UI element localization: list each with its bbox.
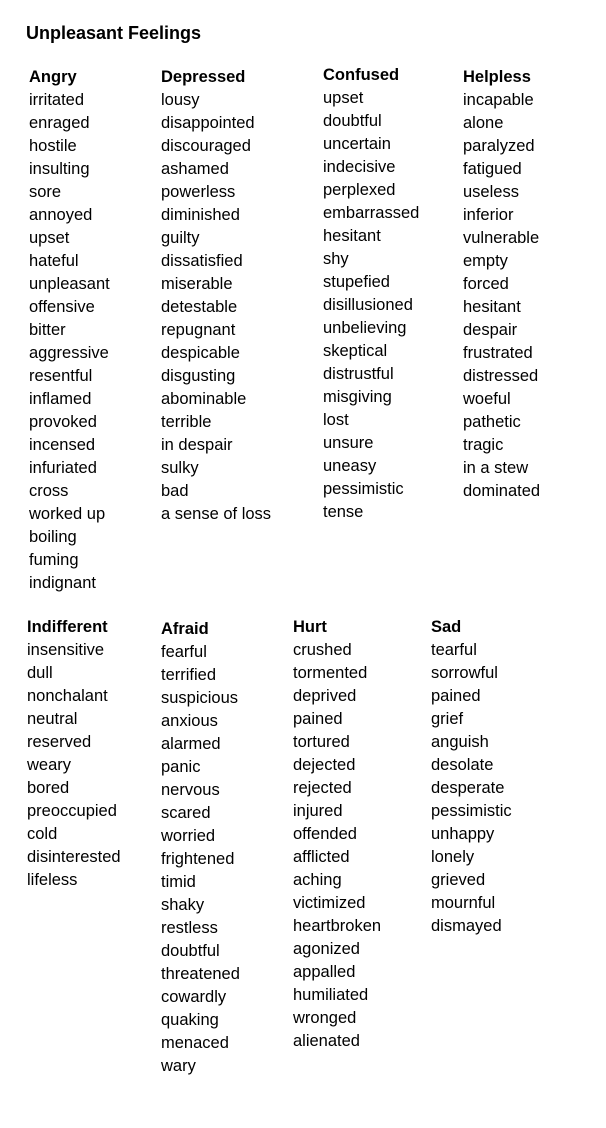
feeling-word: in a stew — [463, 459, 529, 477]
feeling-word: incapable — [463, 91, 534, 109]
feeling-word: menaced — [161, 1034, 229, 1052]
page-title: Unpleasant Feelings — [26, 23, 202, 43]
group-heading: Confused — [323, 66, 400, 84]
word-list — [463, 89, 540, 503]
feeling-word: quaking — [161, 1011, 219, 1029]
feeling-word: pained — [431, 687, 481, 705]
word-list — [293, 639, 381, 1053]
feeling-word: upset — [29, 229, 70, 247]
feeling-word: inflamed — [29, 390, 92, 408]
feeling-word: hesitant — [323, 227, 381, 245]
feeling-word: crushed — [293, 641, 352, 659]
feeling-group-hurt — [293, 616, 381, 1053]
feeling-word: empty — [463, 252, 508, 270]
feeling-word: agonized — [293, 940, 360, 958]
feeling-word: anguish — [431, 733, 489, 751]
feeling-word: lifeless — [27, 871, 78, 889]
feeling-word: desolate — [431, 756, 494, 774]
feeling-word: sulky — [161, 459, 199, 477]
feeling-word: sorrowful — [431, 664, 498, 682]
feeling-word: aching — [293, 871, 342, 889]
feeling-word: miserable — [161, 275, 233, 293]
feeling-word: offensive — [29, 298, 95, 316]
feeling-word: shaky — [161, 896, 205, 914]
feeling-word: humiliated — [293, 986, 369, 1004]
feeling-word: vulnerable — [463, 229, 540, 247]
feeling-word: forced — [463, 275, 509, 293]
feeling-word: anxious — [161, 712, 218, 730]
feeling-word: alienated — [293, 1032, 360, 1050]
feeling-word: fatigued — [463, 160, 522, 178]
feeling-word: desperate — [431, 779, 505, 797]
feeling-word: misgiving — [323, 388, 392, 406]
feeling-word: sore — [29, 183, 62, 201]
feeling-word: woeful — [463, 390, 511, 408]
feeling-word: infuriated — [29, 459, 97, 477]
feeling-word: lousy — [161, 91, 200, 109]
feeling-word: guilty — [161, 229, 200, 247]
feeling-word: perplexed — [323, 181, 396, 199]
feeling-word: doubtful — [323, 112, 382, 130]
group-heading: Afraid — [161, 620, 209, 638]
feeling-word: resentful — [29, 367, 93, 385]
feeling-word: afflicted — [293, 848, 350, 866]
feeling-word: unhappy — [431, 825, 495, 843]
feeling-word: heartbroken — [293, 917, 382, 935]
feeling-word: dissatisfied — [161, 252, 243, 270]
feeling-word: paralyzed — [463, 137, 535, 155]
feeling-word: distressed — [463, 367, 539, 385]
feeling-word: useless — [463, 183, 519, 201]
feeling-word: disappointed — [161, 114, 255, 132]
feeling-word: bored — [27, 779, 70, 797]
word-list — [29, 89, 110, 595]
feeling-word: pained — [293, 710, 343, 728]
feeling-word: abominable — [161, 390, 247, 408]
feeling-group-angry — [29, 66, 110, 595]
group-heading: Sad — [431, 618, 462, 636]
feeling-word: appalled — [293, 963, 356, 981]
feeling-word: discouraged — [161, 137, 251, 155]
feeling-word: uncertain — [323, 135, 391, 153]
feeling-word: dismayed — [431, 917, 502, 935]
feeling-word: pathetic — [463, 413, 521, 431]
feeling-word: lost — [323, 411, 349, 429]
feeling-word: offended — [293, 825, 357, 843]
word-list — [323, 87, 419, 524]
group-heading: Helpless — [463, 68, 531, 86]
feeling-word: terrified — [161, 666, 217, 684]
feeling-word: unsure — [323, 434, 374, 452]
feeling-word: lonely — [431, 848, 475, 866]
feeling-word: insulting — [29, 160, 90, 178]
feeling-word: a sense of loss — [161, 505, 272, 523]
feeling-word: tense — [323, 503, 364, 521]
feeling-word: worried — [161, 827, 216, 845]
feeling-word: tearful — [431, 641, 477, 659]
feeling-word: unbelieving — [323, 319, 407, 337]
feeling-word: wronged — [293, 1009, 357, 1027]
feeling-word: alarmed — [161, 735, 221, 753]
feeling-word: cross — [29, 482, 69, 500]
group-heading: Angry — [29, 68, 77, 86]
feeling-group-sad — [431, 616, 512, 938]
feeling-word: ashamed — [161, 160, 229, 178]
feeling-word: alone — [463, 114, 504, 132]
feeling-word: disinterested — [27, 848, 121, 866]
feeling-group-helpless — [463, 66, 540, 503]
feeling-word: pessimistic — [431, 802, 512, 820]
feeling-word: timid — [161, 873, 196, 891]
feeling-word: disillusioned — [323, 296, 413, 314]
feeling-word: indignant — [29, 574, 96, 592]
feeling-word: insensitive — [27, 641, 105, 659]
feeling-word: provoked — [29, 413, 97, 431]
feeling-word: restless — [161, 919, 218, 937]
feeling-group-confused — [323, 64, 419, 524]
group-heading: Hurt — [293, 618, 327, 636]
feeling-word: panic — [161, 758, 201, 776]
feeling-group-afraid — [161, 618, 240, 1078]
feeling-word: bad — [161, 482, 189, 500]
feeling-word: neutral — [27, 710, 78, 728]
feeling-word: hateful — [29, 252, 79, 270]
feeling-word: tortured — [293, 733, 350, 751]
feeling-word: doubtful — [161, 942, 220, 960]
feeling-word: cowardly — [161, 988, 227, 1006]
feeling-word: diminished — [161, 206, 240, 224]
feeling-word: terrible — [161, 413, 212, 431]
feeling-word: inferior — [463, 206, 514, 224]
feeling-word: tormented — [293, 664, 368, 682]
feeling-word: pessimistic — [323, 480, 404, 498]
feeling-word: in despair — [161, 436, 233, 454]
feeling-word: hostile — [29, 137, 77, 155]
feeling-word: rejected — [293, 779, 352, 797]
feeling-word: despair — [463, 321, 518, 339]
feeling-word: indecisive — [323, 158, 396, 176]
feeling-word: distrustful — [323, 365, 394, 383]
word-list — [161, 641, 240, 1078]
feeling-word: victimized — [293, 894, 366, 912]
word-list — [161, 89, 271, 526]
feeling-word: mournful — [431, 894, 496, 912]
feeling-word: dominated — [463, 482, 541, 500]
feeling-word: frustrated — [463, 344, 533, 362]
feeling-word: tragic — [463, 436, 504, 454]
feeling-word: grieved — [431, 871, 486, 889]
feeling-word: unpleasant — [29, 275, 110, 293]
feeling-word: dull — [27, 664, 53, 682]
feeling-word: powerless — [161, 183, 236, 201]
feeling-word: hesitant — [463, 298, 521, 316]
feeling-word: embarrassed — [323, 204, 420, 222]
feeling-word: annoyed — [29, 206, 93, 224]
feeling-word: reserved — [27, 733, 92, 751]
feeling-word: dejected — [293, 756, 356, 774]
feeling-word: fuming — [29, 551, 79, 569]
feeling-word: shy — [323, 250, 349, 268]
feeling-word: bitter — [29, 321, 66, 339]
feeling-word: detestable — [161, 298, 238, 316]
feeling-word: despicable — [161, 344, 240, 362]
feeling-word: preoccupied — [27, 802, 117, 820]
feeling-word: repugnant — [161, 321, 236, 339]
feeling-word: grief — [431, 710, 464, 728]
feeling-word: incensed — [29, 436, 96, 454]
feeling-word: stupefied — [323, 273, 390, 291]
feeling-word: boiling — [29, 528, 77, 546]
feeling-word: deprived — [293, 687, 357, 705]
feeling-word: threatened — [161, 965, 240, 983]
feeling-word: worked up — [29, 505, 106, 523]
feeling-word: nonchalant — [27, 687, 108, 705]
feeling-group-depressed — [161, 66, 271, 526]
feeling-word: injured — [293, 802, 343, 820]
feeling-word: uneasy — [323, 457, 377, 475]
feeling-word: wary — [161, 1057, 196, 1075]
feeling-word: weary — [27, 756, 72, 774]
feeling-word: irritated — [29, 91, 85, 109]
feeling-word: aggressive — [29, 344, 109, 362]
feeling-word: skeptical — [323, 342, 388, 360]
feeling-word: frightened — [161, 850, 235, 868]
feeling-word: disgusting — [161, 367, 236, 385]
group-heading: Indifferent — [27, 618, 108, 636]
word-list — [27, 639, 121, 892]
feeling-word: scared — [161, 804, 211, 822]
group-heading: Depressed — [161, 68, 246, 86]
feeling-word: suspicious — [161, 689, 239, 707]
feeling-word: nervous — [161, 781, 220, 799]
word-list — [431, 639, 512, 938]
feeling-group-indifferent — [27, 616, 121, 892]
feeling-word: enraged — [29, 114, 90, 132]
feeling-word: cold — [27, 825, 58, 843]
feeling-word: fearful — [161, 643, 207, 661]
feeling-word: upset — [323, 89, 364, 107]
